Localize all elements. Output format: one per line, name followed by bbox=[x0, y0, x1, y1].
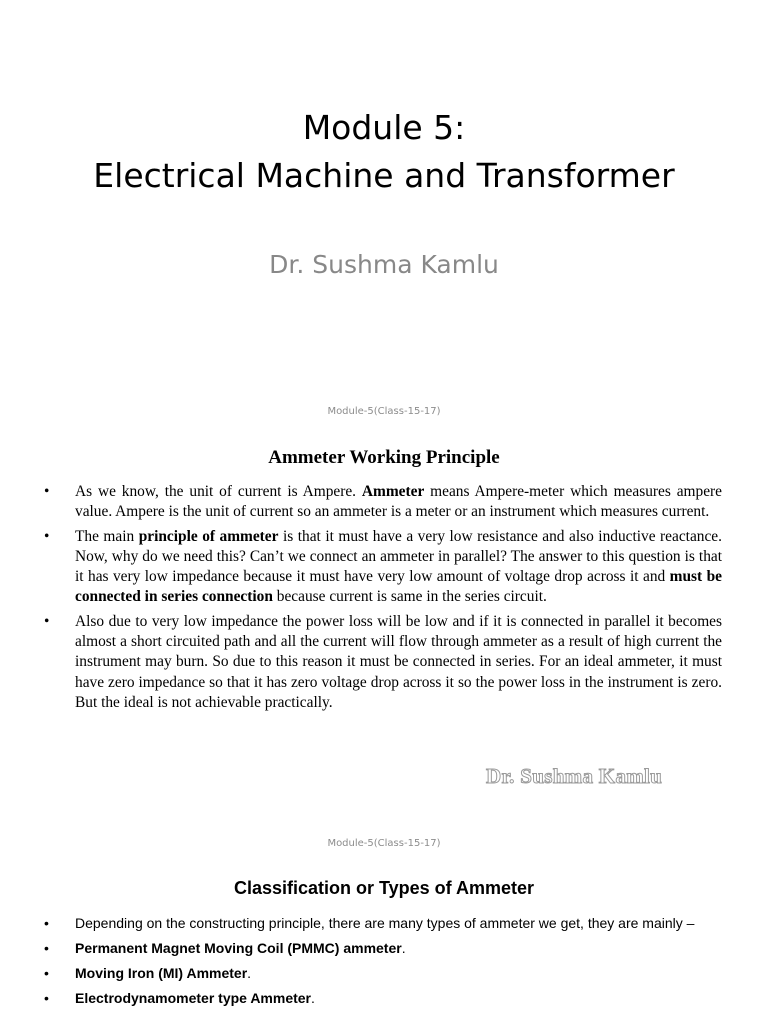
list-item: • Electrodynamometer type Ammeter. bbox=[44, 990, 315, 1006]
slide-title bbox=[0, 104, 768, 200]
author-name: Dr. Sushma Kamlu bbox=[269, 250, 499, 279]
module-label: Module-5(Class-15-17) bbox=[327, 406, 441, 417]
ammeter-types-slide bbox=[0, 810, 768, 1024]
list-item: • Permanent Magnet Moving Coil (PMMC) ammeter. bbox=[44, 940, 406, 956]
title-slide bbox=[0, 0, 768, 390]
list-item: • Also due to very low impedance the power loss will be low and if it is connected in parallel it becomes almost a short circuited path and all the current will flow through ammeter as a result of high current the instrument may burn. So due to this reason it must be connected in series. For an ideal ammeter, it must have zero impedance so that it has zero voltage drop across it so the power loss in the instrument is zero. But the ideal is not achievable practically. bbox=[44, 612, 722, 711]
list-item: • As we know, the unit of current is Ampere. Ammeter means Ampere-meter which measures ampere value. Ampere is the unit of current so an ammeter is a meter or an instrument which measures current. bbox=[44, 483, 722, 521]
principle-list bbox=[44, 482, 722, 717]
title-line-1: Module 5: bbox=[302, 108, 466, 147]
bullet-icon: • bbox=[44, 965, 49, 981]
bullet-icon: • bbox=[44, 940, 49, 956]
types-list bbox=[44, 914, 734, 1014]
ammeter-principle-slide bbox=[0, 390, 768, 810]
module-label: Module-5(Class-15-17) bbox=[327, 838, 441, 849]
title-line-2: Electrical Machine and Transformer bbox=[93, 156, 675, 195]
bullet-icon: • bbox=[44, 483, 50, 500]
list-item: • The main principle of ammeter is that it must have a very low resistance and also inductive reactance. Now, why do we need this? Can’t we connect an ammeter in parallel? The answer to this question is that it has very low impedance because it must have very low amount of voltage drop across it and must be connected in series connection because current is same in the series circuit. bbox=[44, 527, 723, 606]
bullet-icon: • bbox=[44, 990, 49, 1006]
list-item: • Depending on the constructing principle, there are many types of ammeter we get, they are mainly – bbox=[44, 915, 695, 931]
list-item: • Moving Iron (MI) Ammeter. bbox=[44, 965, 252, 981]
bullet-icon: • bbox=[44, 527, 50, 545]
author-watermark: Dr. Sushma Kamlu bbox=[486, 764, 663, 788]
bullet-icon: • bbox=[44, 612, 50, 630]
slide-heading: Classification or Types of Ammeter bbox=[233, 878, 535, 898]
bullet-icon: • bbox=[44, 915, 49, 931]
slide-heading: Ammeter Working Principle bbox=[268, 447, 500, 468]
